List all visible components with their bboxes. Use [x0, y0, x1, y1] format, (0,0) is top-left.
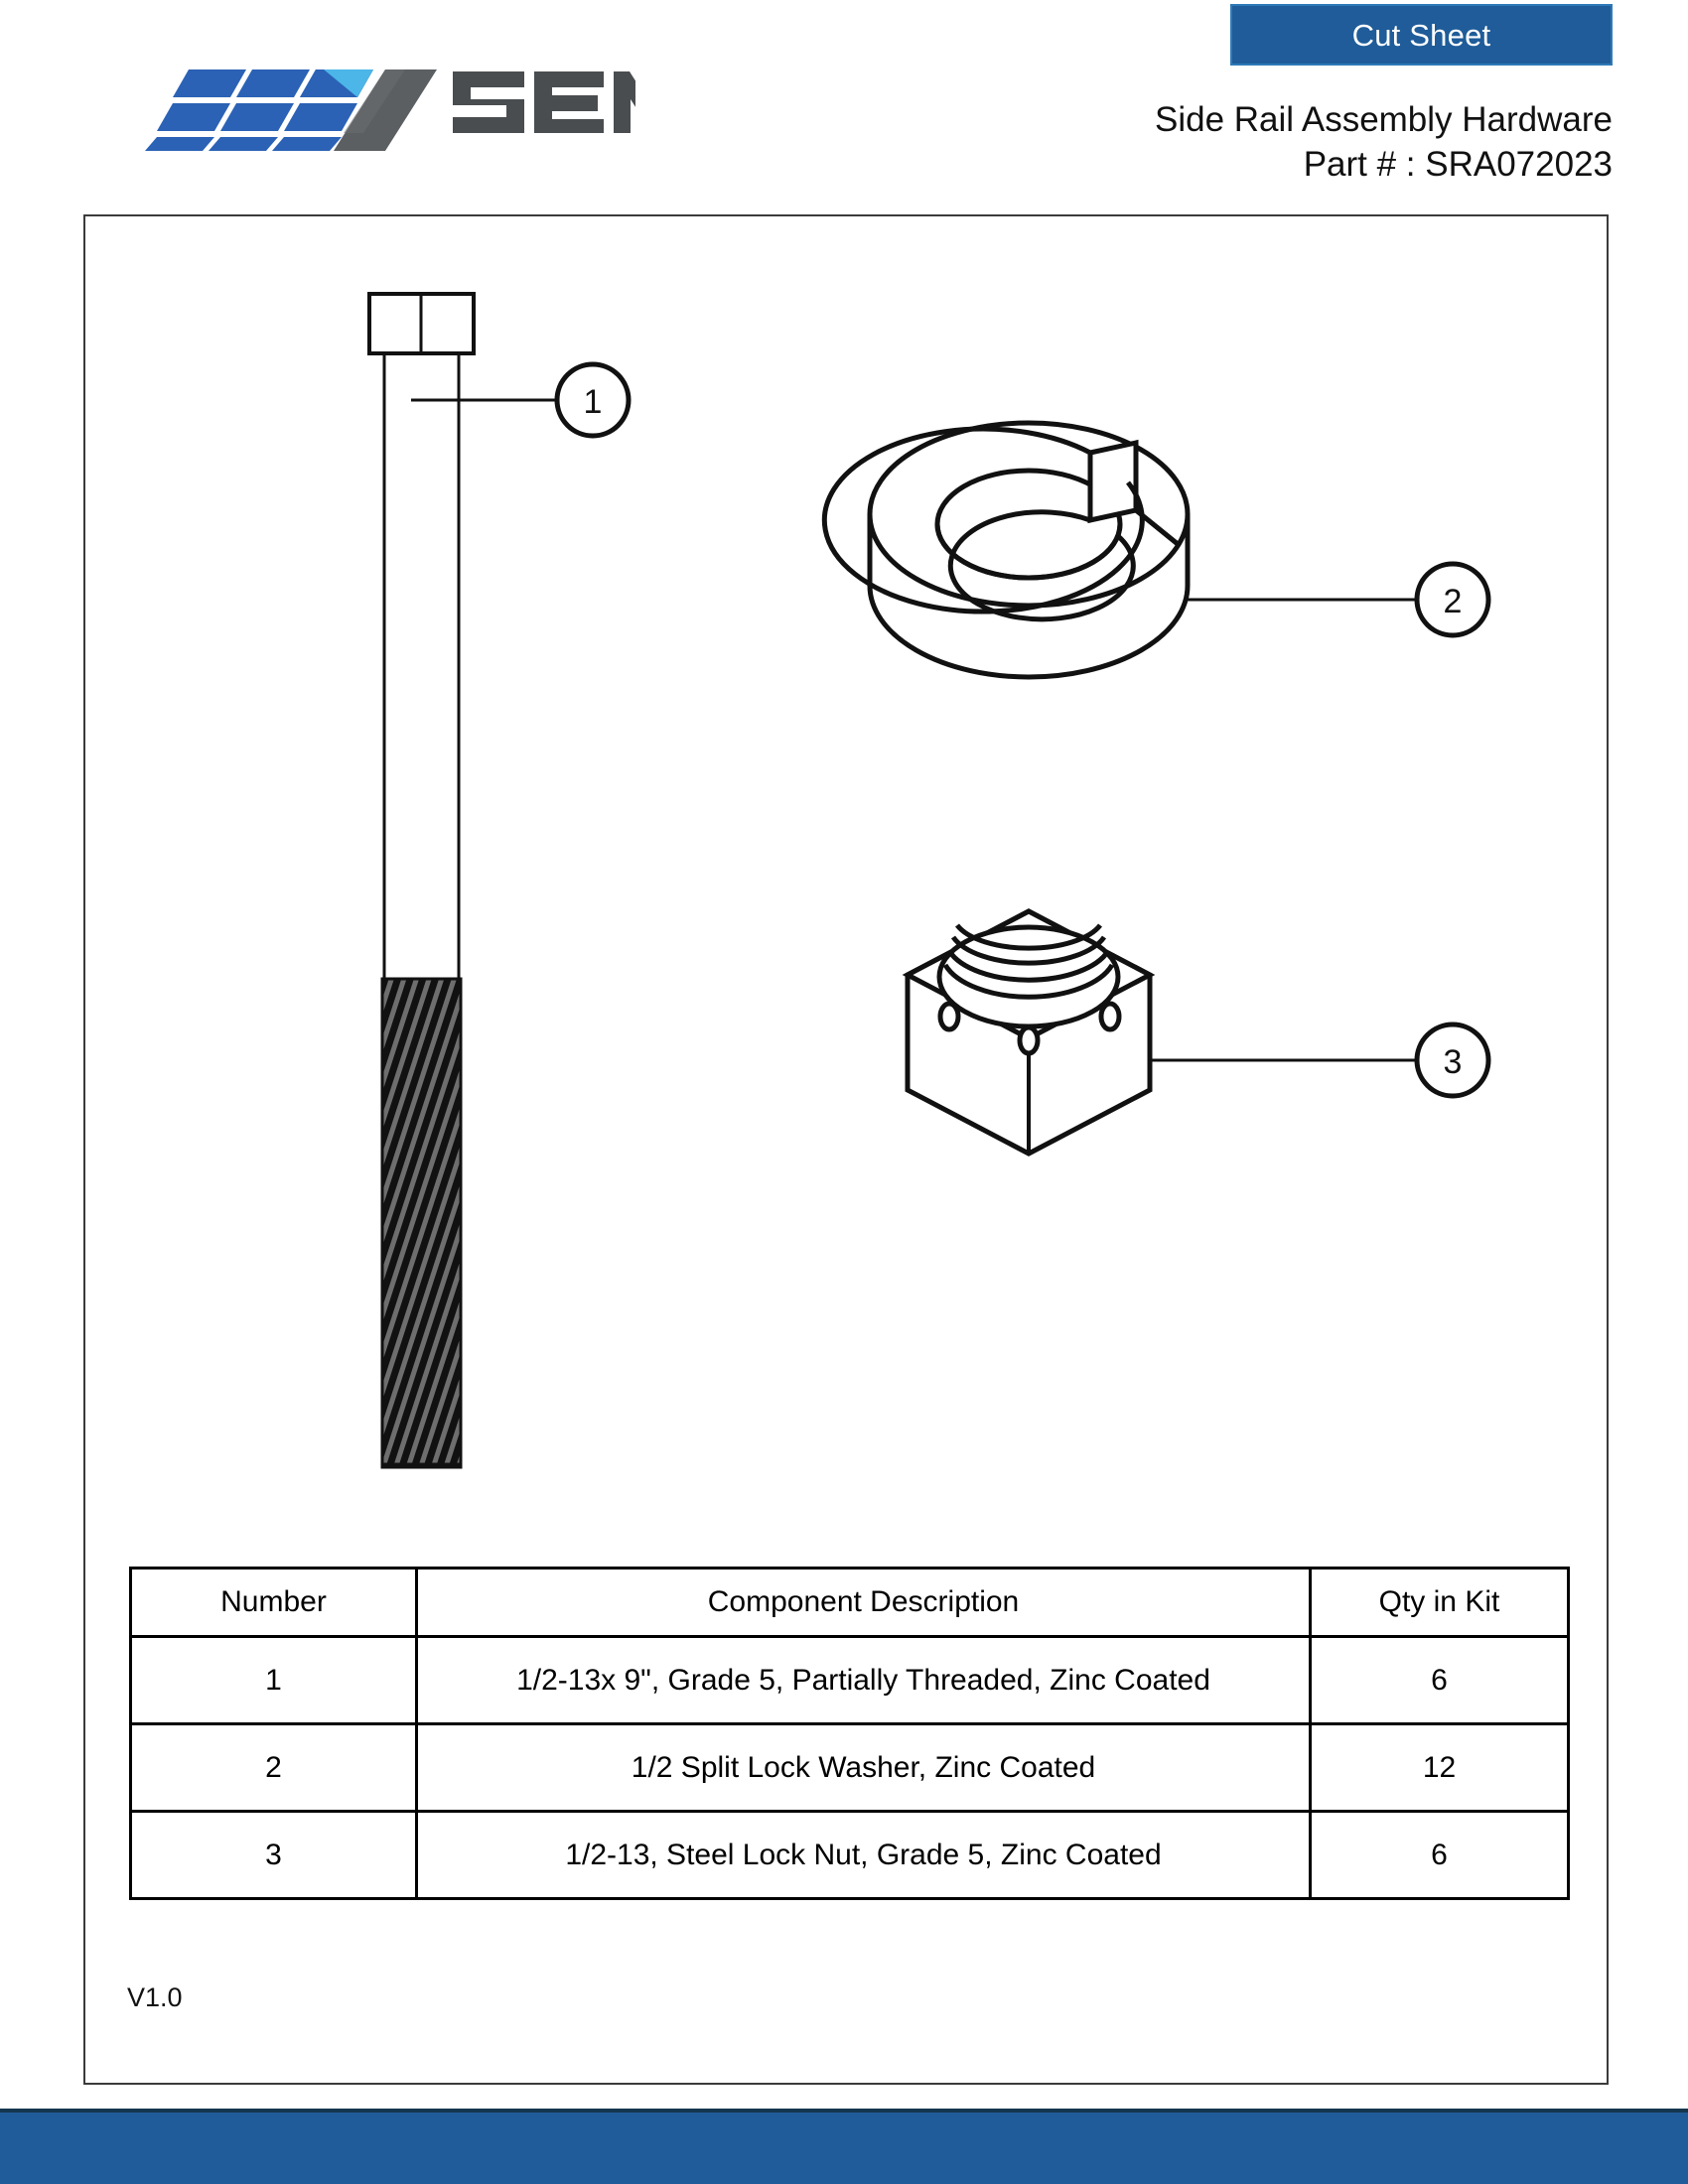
- cell-number: 3: [131, 1812, 417, 1899]
- part-number: Part # : SRA072023: [1303, 145, 1613, 184]
- cell-qty: 12: [1311, 1724, 1569, 1812]
- split-lock-washer-drawing: [810, 423, 1188, 749]
- cell-description: 1/2 Split Lock Washer, Zinc Coated: [417, 1724, 1311, 1812]
- drawing-area: [85, 216, 1607, 1547]
- washer-split-end: [1090, 443, 1136, 520]
- callout-2: [1186, 564, 1488, 635]
- col-header-description: Component Description: [417, 1569, 1311, 1637]
- logo-wordmark-mem: [614, 71, 635, 133]
- cell-number: 2: [131, 1724, 417, 1812]
- version-label: V1.0: [127, 1982, 183, 2012]
- cell-number: 1: [131, 1637, 417, 1724]
- nut-dimple-left: [940, 1004, 958, 1029]
- table-row: [131, 1812, 1569, 1899]
- cut-sheet-badge-label: Cut Sheet: [1351, 17, 1491, 53]
- content-frame: [83, 214, 1609, 2085]
- nut-dimple-right: [1101, 1004, 1119, 1029]
- cell-qty: 6: [1311, 1812, 1569, 1899]
- steel-lock-nut-drawing: [908, 911, 1150, 1154]
- hex-head-bolt-drawing: [369, 294, 474, 1467]
- table-row: [131, 1724, 1569, 1812]
- callout-3-label: 3: [1443, 1043, 1463, 1081]
- callout-3: [1148, 1024, 1488, 1096]
- parts-table-container: [129, 1567, 1567, 1900]
- cell-description: 1/2-13, Steel Lock Nut, Grade 5, Zinc Coated: [417, 1812, 1311, 1899]
- sems-logo: [119, 62, 635, 151]
- callout-1: [411, 364, 629, 436]
- table-header-row: [131, 1569, 1569, 1637]
- parts-table: [129, 1567, 1570, 1900]
- nut-dimple-center: [1020, 1027, 1038, 1053]
- header-title-block: [719, 97, 1613, 187]
- logo-tile-grid: [145, 69, 373, 151]
- footer-bar: [0, 2109, 1688, 2184]
- document-title: Side Rail Assembly Hardware: [1154, 100, 1613, 139]
- cut-sheet-badge: [1230, 4, 1613, 66]
- cell-description: 1/2-13x 9", Grade 5, Partially Threaded, Zinc Coated: [417, 1637, 1311, 1724]
- cell-qty: 6: [1311, 1637, 1569, 1724]
- nut-bore: [939, 927, 1118, 1026]
- logo-wordmark: [453, 71, 632, 133]
- col-header-number: Number: [131, 1569, 417, 1637]
- table-row: [131, 1637, 1569, 1724]
- page-header: [0, 0, 1688, 216]
- callout-2-label: 2: [1443, 583, 1463, 620]
- col-header-qty: Qty in Kit: [1311, 1569, 1569, 1637]
- callout-1-label: 1: [583, 383, 603, 421]
